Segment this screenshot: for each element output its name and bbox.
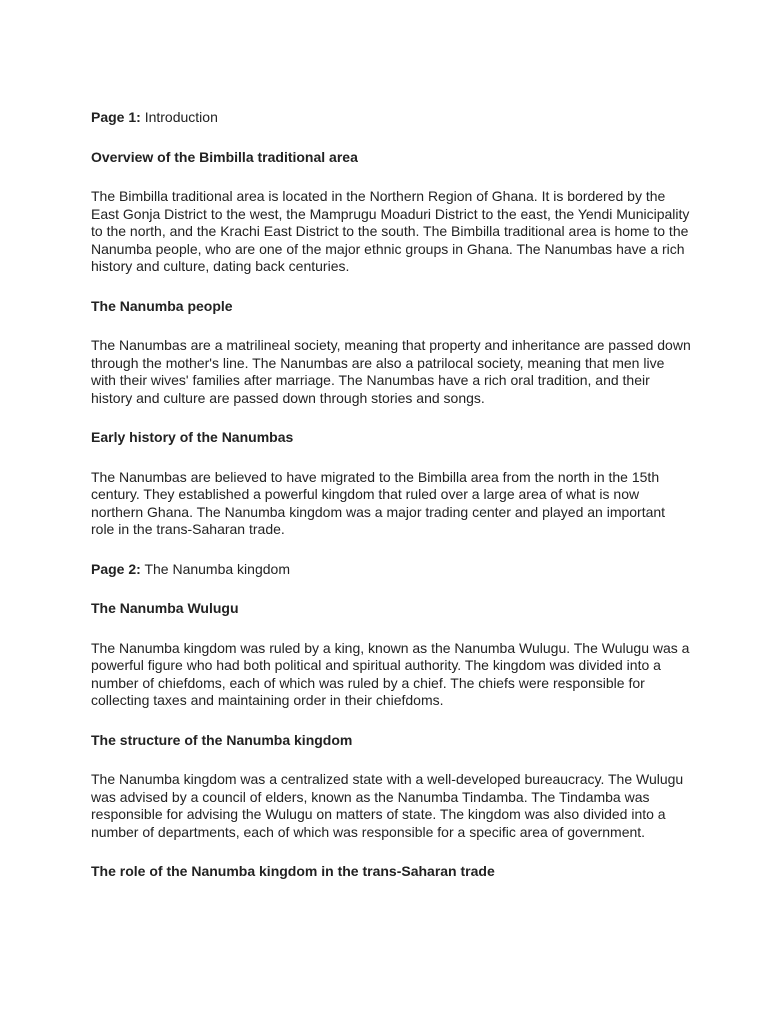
page-label-title: The Nanumba kingdom: [144, 560, 290, 577]
section-paragraph-wulugu: The Nanumba kingdom was ruled by a king, known as the Nanumba Wulugu. The Wulugu was a powerful figure who had both political and spiritual authority. The kingdom was divided into a number of chiefdoms, each of which was ruled by a chief. The chiefs were responsible for collecting taxes and maintaining order in their chiefdoms.: [91, 639, 690, 708]
page-label-prefix: Page 2:: [91, 560, 141, 577]
section-heading-trans-saharan-trade: The role of the Nanumba kingdom in the trans-Saharan trade: [91, 863, 495, 879]
page-2-label: [91, 561, 691, 579]
section-paragraph-nanumba-people: The Nanumbas are a matrilineal society, meaning that property and inheritance are passed down through the mother's line. The Nanumbas are also a patrilocal society, meaning that men live with their wives' families after marriage. The Nanumbas have a rich oral tradition, and their history and culture are passed down through stories and songs.: [91, 337, 691, 406]
page-label-prefix: Page 1:: [91, 109, 141, 125]
document-page: [91, 109, 691, 903]
section-heading-wulugu: The Nanumba Wulugu: [91, 600, 239, 616]
page-1-label: [91, 109, 691, 127]
section-paragraph-overview: The Bimbilla traditional area is located in the Northern Region of Ghana. It is bordered by the East Gonja District to the west, the Mamprugu Moaduri District to the east, the Yendi Municipality to the north, and the Krachi East District to the south. The Bimbilla traditional area is home to the Nanumba people, who are one of the major ethnic groups in Ghana. The Nanumbas have a rich history and culture, dating back centuries.: [91, 188, 690, 274]
section-paragraph-structure: The Nanumba kingdom was a centralized state with a well-developed bureaucracy. The Wulugu was advised by a council of elders, known as the Nanumba Tindamba. The Tindamba was responsible for advising the Wulugu on matters of state. The kingdom was also divided into a number of departments, each of which was responsible for a specific area of government.: [91, 771, 684, 840]
page-label-title: Introduction: [144, 109, 218, 125]
section-paragraph-early-history: The Nanumbas are believed to have migrated to the Bimbilla area from the north in the 15th century. They established a powerful kingdom that ruled over a large area of what is now northern Ghana. The Nanumba kingdom was a major trading center and played an important role in the trans-Saharan trade.: [91, 468, 666, 537]
section-heading-structure: The structure of the Nanumba kingdom: [91, 731, 353, 748]
section-heading-overview: Overview of the Bimbilla traditional area: [91, 148, 358, 165]
section-heading-nanumba-people: The Nanumba people: [91, 297, 233, 314]
section-heading-early-history: Early history of the Nanumbas: [91, 429, 294, 445]
